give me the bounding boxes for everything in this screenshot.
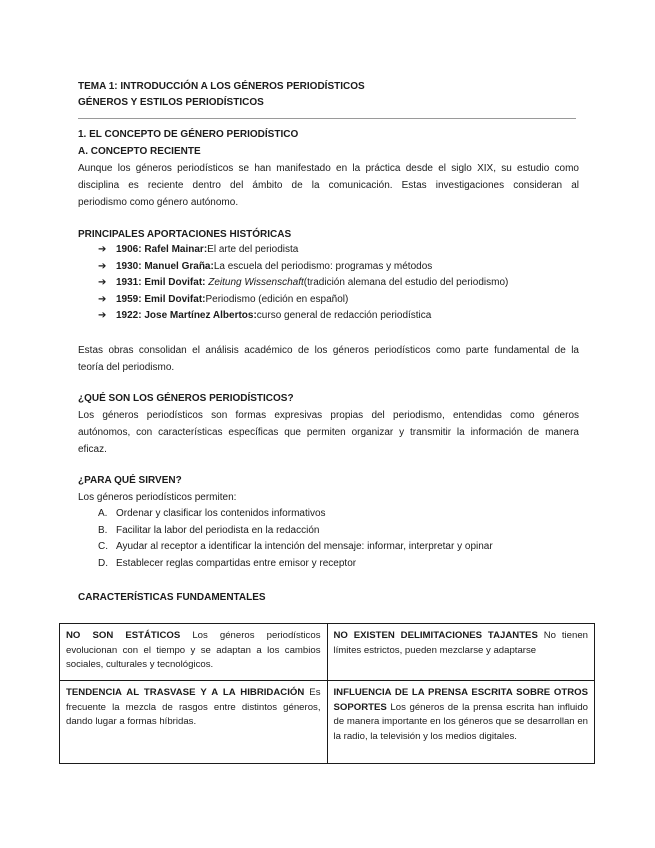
list-item: ➔ 1930: Manuel Graña: La escuela del periodismo: programas y métodos	[98, 259, 578, 276]
document-subtitle: GÉNEROS Y ESTILOS PERIODÍSTICOS	[78, 97, 264, 108]
section-concept	[78, 126, 579, 211]
list-item: ➔ 1931: Emil Dovifat: Zeitung Wissenschaft (tradición alemana del estudio del periodismo)	[98, 275, 578, 292]
table-cell: INFLUENCIA DE LA PRENSA ESCRITA SOBRE OTROS SOPORTES Los géneros de la prensa escrita han influido de manera importante en los géneros que se desarrollan en la radio, la televisión y los medios digitales.	[327, 681, 595, 764]
list-item: ➔ 1922: Jose Martínez Albertos: curso general de redacción periodística	[98, 308, 578, 325]
arrow-right-icon: ➔	[98, 277, 107, 288]
list-item: C. Ayudar al receptor a identificar la intención del mensaje: informar, interpretar y opinar	[98, 541, 493, 552]
document-title: TEMA 1: INTRODUCCIÓN A LOS GÉNEROS PERIODÍSTICOS	[78, 81, 365, 92]
characteristics-heading: CARACTERÍSTICAS FUNDAMENTALES	[78, 592, 266, 603]
paragraph-line: Los géneros periodísticos son formas expresivas propias del periodismo, entendidas como géneros	[78, 410, 579, 421]
characteristics-table	[59, 623, 595, 764]
section-heading: ¿QUÉ SON LOS GÉNEROS PERIODÍSTICOS?	[78, 393, 294, 404]
paragraph-line: eficaz.	[78, 444, 107, 455]
arrow-right-icon: ➔	[98, 293, 107, 305]
paragraph-line: teoría del periodismo.	[78, 362, 175, 373]
table-row	[60, 681, 595, 764]
table-cell: NO SON ESTÁTICOS Los géneros periodísticos evolucionan con el tiempo y se adaptan a los cambios sociales, culturales y tecnológicos.	[60, 624, 328, 681]
paragraph-line: disciplina es reciente dentro del ámbito de la comunicación. Estas investigaciones consideran al	[78, 180, 579, 191]
list-item: ➔ 1906: Rafel Mainar: El arte del periodista	[98, 242, 578, 259]
list-item: ➔ 1959: Emil Dovifat: Periodismo (edición en español)	[98, 292, 578, 309]
header-divider	[78, 118, 576, 119]
purpose-list	[98, 506, 578, 572]
paragraph-line: Aunque los géneros periodísticos se han manifestado en la práctica desde el siglo XIX, su estudio como	[78, 163, 579, 174]
list-item: B. Facilitar la labor del periodista en la redacción	[98, 524, 320, 536]
section-heading: 1. EL CONCEPTO DE GÉNERO PERIODÍSTICO	[78, 129, 299, 140]
table-row	[60, 624, 595, 681]
section-heading: ¿PARA QUÉ SIRVEN?	[78, 475, 182, 486]
list-item: A. Ordenar y clasificar los contenidos informativos	[98, 508, 326, 519]
table-cell: TENDENCIA AL TRASVASE Y A LA HIBRIDACIÓN Es frecuente la mezcla de rasgos entre distintos géneros, dando lugar a formas híbridas.	[60, 681, 328, 764]
paragraph-line: Los géneros periodísticos permiten:	[78, 492, 237, 503]
closing-paragraph	[78, 342, 579, 376]
arrow-right-icon: ➔	[98, 260, 107, 272]
arrow-right-icon: ➔	[98, 244, 107, 255]
arrow-right-icon: ➔	[98, 310, 107, 321]
historical-list	[98, 242, 578, 325]
paragraph-line: Estas obras consolidan el análisis académico de los géneros periodísticos como parte fundamental de la	[78, 345, 579, 356]
section-purpose	[78, 472, 579, 506]
section-what	[78, 390, 579, 458]
subsection-heading: A. CONCEPTO RECIENTE	[78, 146, 201, 157]
table-cell: NO EXISTEN DELIMITACIONES TAJANTES No tienen límites estrictos, pueden mezclarse y adaptarse	[327, 624, 595, 681]
list-item: D. Establecer reglas compartidas entre emisor y receptor	[98, 557, 357, 569]
paragraph-line: autónomos, con características específicas que permiten organizar y transmitir la información de manera	[78, 427, 579, 438]
paragraph-line: periodismo como género autónomo.	[78, 197, 239, 208]
document-header	[78, 79, 365, 111]
historical-heading: PRINCIPALES APORTACIONES HISTÓRICAS	[78, 229, 292, 240]
